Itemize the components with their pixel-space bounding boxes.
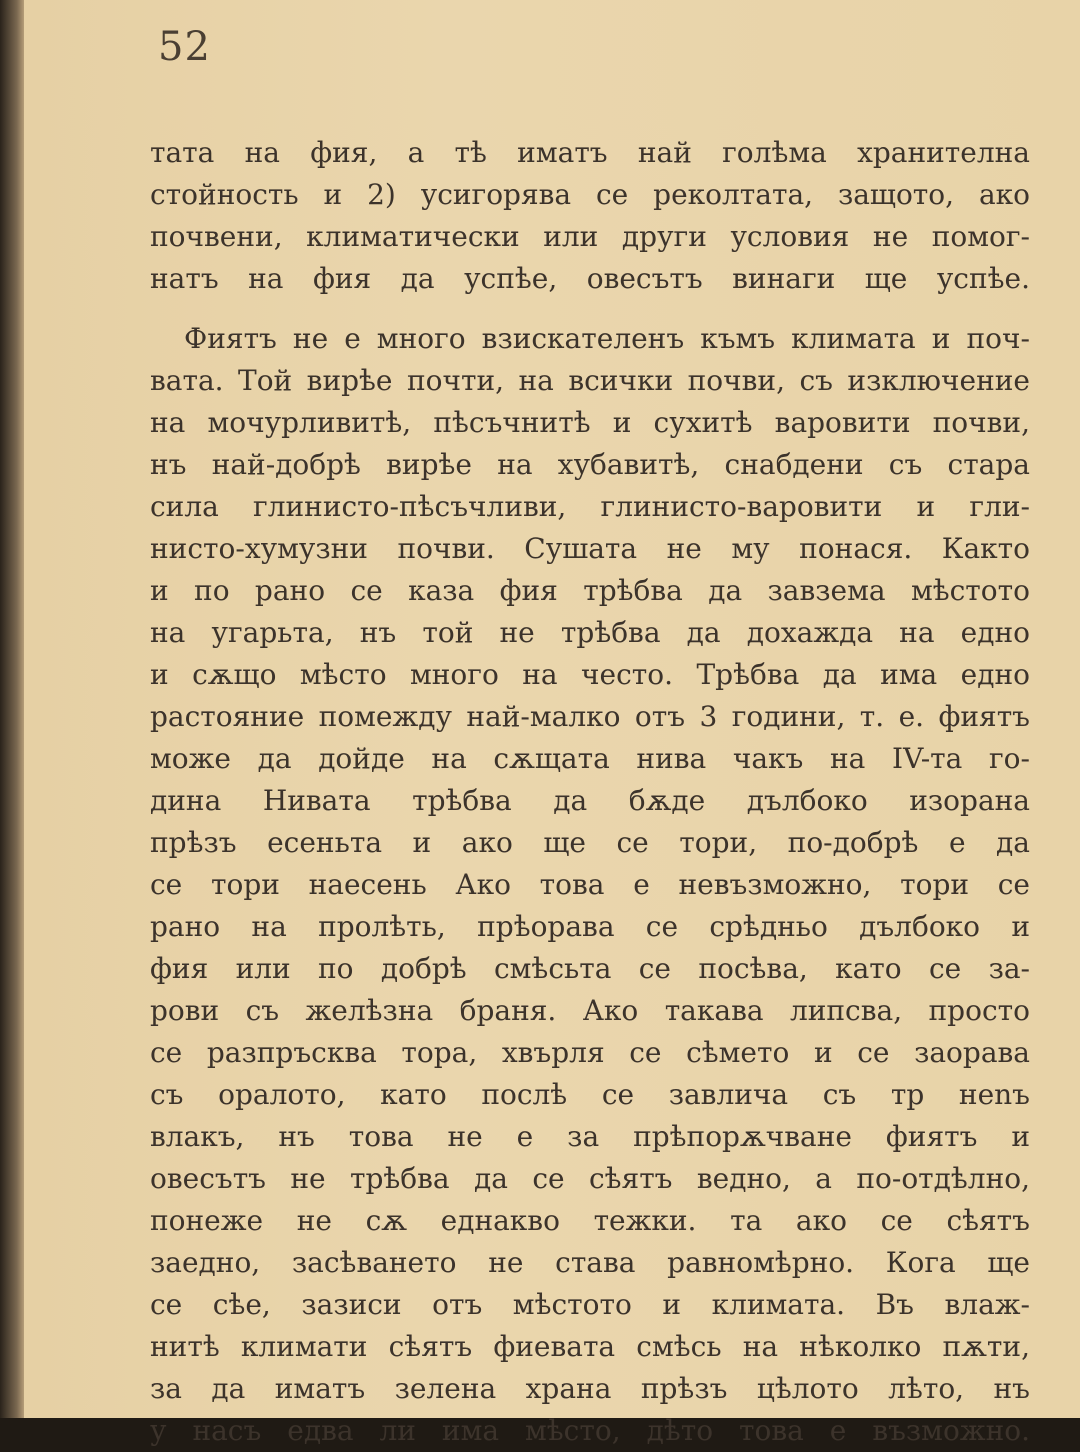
paragraph-gap <box>150 300 1030 318</box>
text-line: тата на фия, а тѣ иматъ най голѣма хранителна <box>150 136 1030 169</box>
text-line: рано на пролѣть, прѣорава се срѣдньо дълбоко и <box>150 910 1030 943</box>
text-line: вата. Той вирѣе почти, на всички почви, съ изключение <box>150 364 1030 397</box>
text-line: се тори наесень Ако това е невъзможно, тори се <box>150 868 1030 901</box>
text-line: нъ най-добрѣ вирѣе на хубавитѣ, снабдени съ стара <box>150 448 1030 481</box>
text-line: се разпръсква тора, хвърля се сѣмето и се заорава <box>150 1036 1030 1069</box>
text-line: нисто-хумузни почви. Сушата не му понася. Както <box>150 532 1030 565</box>
text-line: Фиятъ не е много взискателенъ къмъ климата и поч- <box>184 322 1030 355</box>
text-line: рови съ желѣзна браня. Ако такава липсва, просто <box>150 994 1030 1027</box>
text-line: у насъ едва ли има мѣсто, дѣто това е възможно. <box>150 1414 1030 1447</box>
text-line: се сѣе, зазиси отъ мѣстото и климата. Въ влаж- <box>150 1288 1030 1321</box>
text-line: овесътъ не трѣбва да се сѣятъ ведно, а по-отдѣлно, <box>150 1162 1030 1195</box>
text-line: натъ на фия да успѣе, овесътъ винаги ще успѣе. <box>150 262 1030 295</box>
text-line: сила глинисто-пѣсъчливи, глинисто-варовити и гли- <box>150 490 1030 523</box>
text-line: дина Нивата трѣбва да бѫде дълбоко изорана <box>150 784 1030 817</box>
text-line: и сѫщо мѣсто много на често. Трѣбва да има едно <box>150 658 1030 691</box>
page-number: 52 <box>158 24 211 70</box>
text-line: заедно, засѣването не става равномѣрно. Кога ще <box>150 1246 1030 1279</box>
text-line: на угарьта, нъ той не трѣбва да дохажда на едно <box>150 616 1030 649</box>
text-line: почвени, климатически или други условия не помог- <box>150 220 1030 253</box>
text-line: съ оралото, като послѣ се завлича съ тр нenъ <box>150 1078 1030 1111</box>
text-line: фия или по добрѣ смѣсьта се посѣва, като се за- <box>150 952 1030 985</box>
text-line: прѣзъ есеньта и ако ще се тори, по-добрѣ е да <box>150 826 1030 859</box>
text-line: нитѣ климати сѣятъ фиевата смѣсь на нѣколко пѫти, <box>150 1330 1030 1363</box>
text-line: влакъ, нъ това не е за прѣпорѫчване фиятъ и <box>150 1120 1030 1153</box>
body-text <box>150 132 1030 1452</box>
text-line: стойность и 2) усигорява се реколтата, защото, ако <box>150 178 1030 211</box>
page-shadow-edge <box>0 0 24 1418</box>
book-page <box>24 0 1080 1447</box>
text-line: и по рано се каза фия трѣбва да завзема мѣстото <box>150 574 1030 607</box>
text-line: за да иматъ зелена храна прѣзъ цѣлото лѣто, нъ <box>150 1372 1030 1405</box>
text-line: понеже не сѫ еднакво тежки. та ако се сѣятъ <box>150 1204 1030 1237</box>
text-line: на мочурливитѣ, пѣсъчнитѣ и сухитѣ варовити почви, <box>150 406 1030 439</box>
text-line: може да дойде на сѫщата нива чакъ на IV-та го- <box>150 742 1030 775</box>
text-line: растояние помежду най-малко отъ 3 години, т. е. фиятъ <box>150 700 1030 733</box>
